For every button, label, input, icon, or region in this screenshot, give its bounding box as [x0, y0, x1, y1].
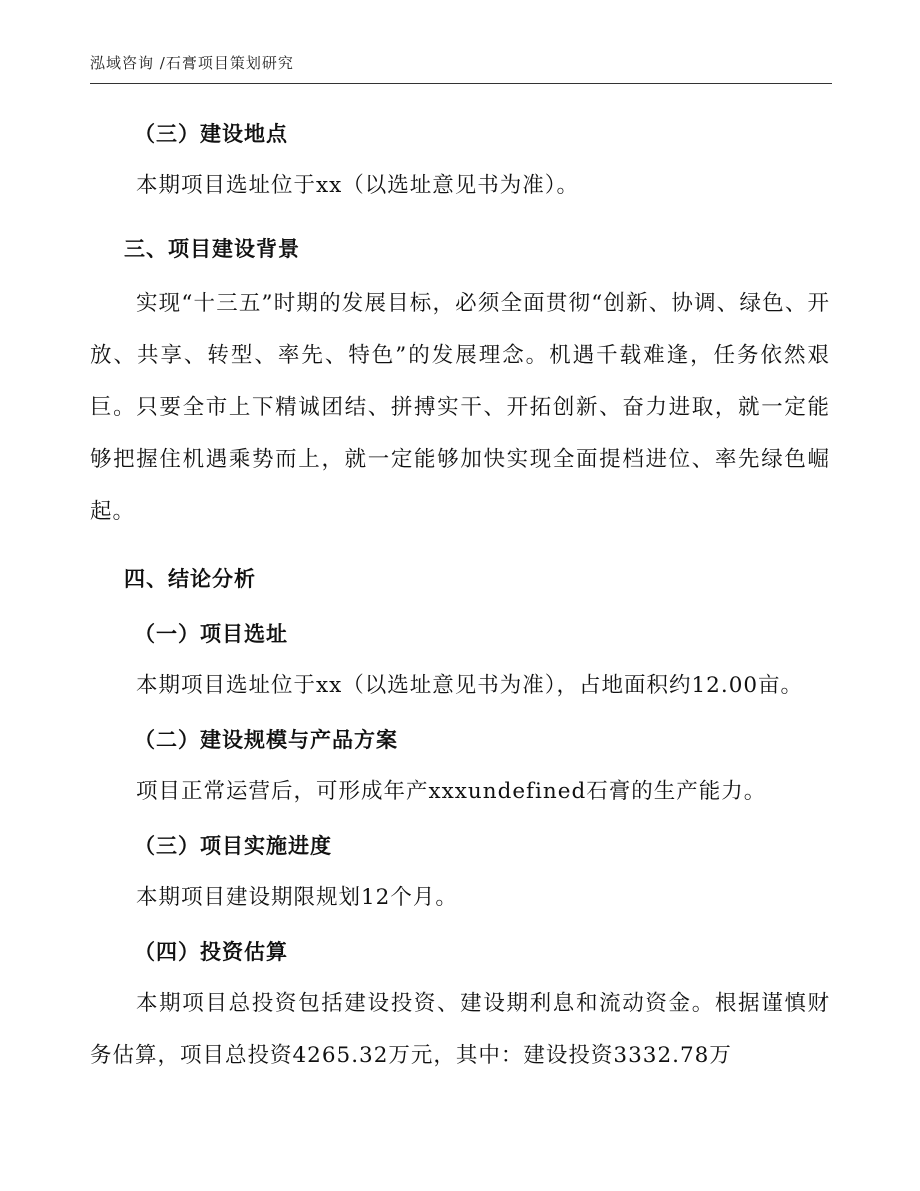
section-heading-schedule: （三）项目实施进度 [134, 833, 332, 858]
section-heading-investment: （四）投资估算 [134, 939, 288, 964]
paragraph-site: 本期项目选址位于xx（以选址意见书为准）。 [136, 173, 580, 198]
paragraph-scale: 项目正常运营后，可形成年产xxxundefined石膏的生产能力。 [136, 779, 767, 804]
section-heading-scale: （二）建设规模与产品方案 [134, 727, 398, 752]
paragraph-location: 本期项目选址位于xx（以选址意见书为准），占地面积约12.00亩。 [136, 673, 804, 698]
header-divider [90, 83, 832, 84]
section-heading-site: （三）建设地点 [134, 121, 288, 146]
section-heading-location: （一）项目选址 [134, 621, 288, 646]
document-body [90, 108, 830, 1084]
paragraph-investment: 本期项目总投资包括建设投资、建设期利息和流动资金。根据谨慎财务估算，项目总投资4265.32万元，其中：建设投资3332.78万 [90, 991, 830, 1068]
paragraph-background: 实现“十三五”时期的发展目标，必须全面贯彻“创新、协调、绿色、开放、共享、转型、率先、特色”的发展理念。机遇千载难逢，任务依然艰巨。只要全市上下精诚团结、拼搏实干、开拓创新、奋力进取，就一定能够把握住机遇乘势而上，就一定能够加快实现全面提档进位、率先绿色崛起。 [90, 291, 830, 524]
paragraph-schedule: 本期项目建设期限规划12个月。 [136, 885, 458, 910]
chapter-heading-background: 三、项目建设背景 [124, 236, 300, 261]
page-header: 泓域咨询 /石膏项目策划研究 [90, 54, 294, 72]
chapter-heading-conclusion: 四、结论分析 [124, 566, 256, 591]
